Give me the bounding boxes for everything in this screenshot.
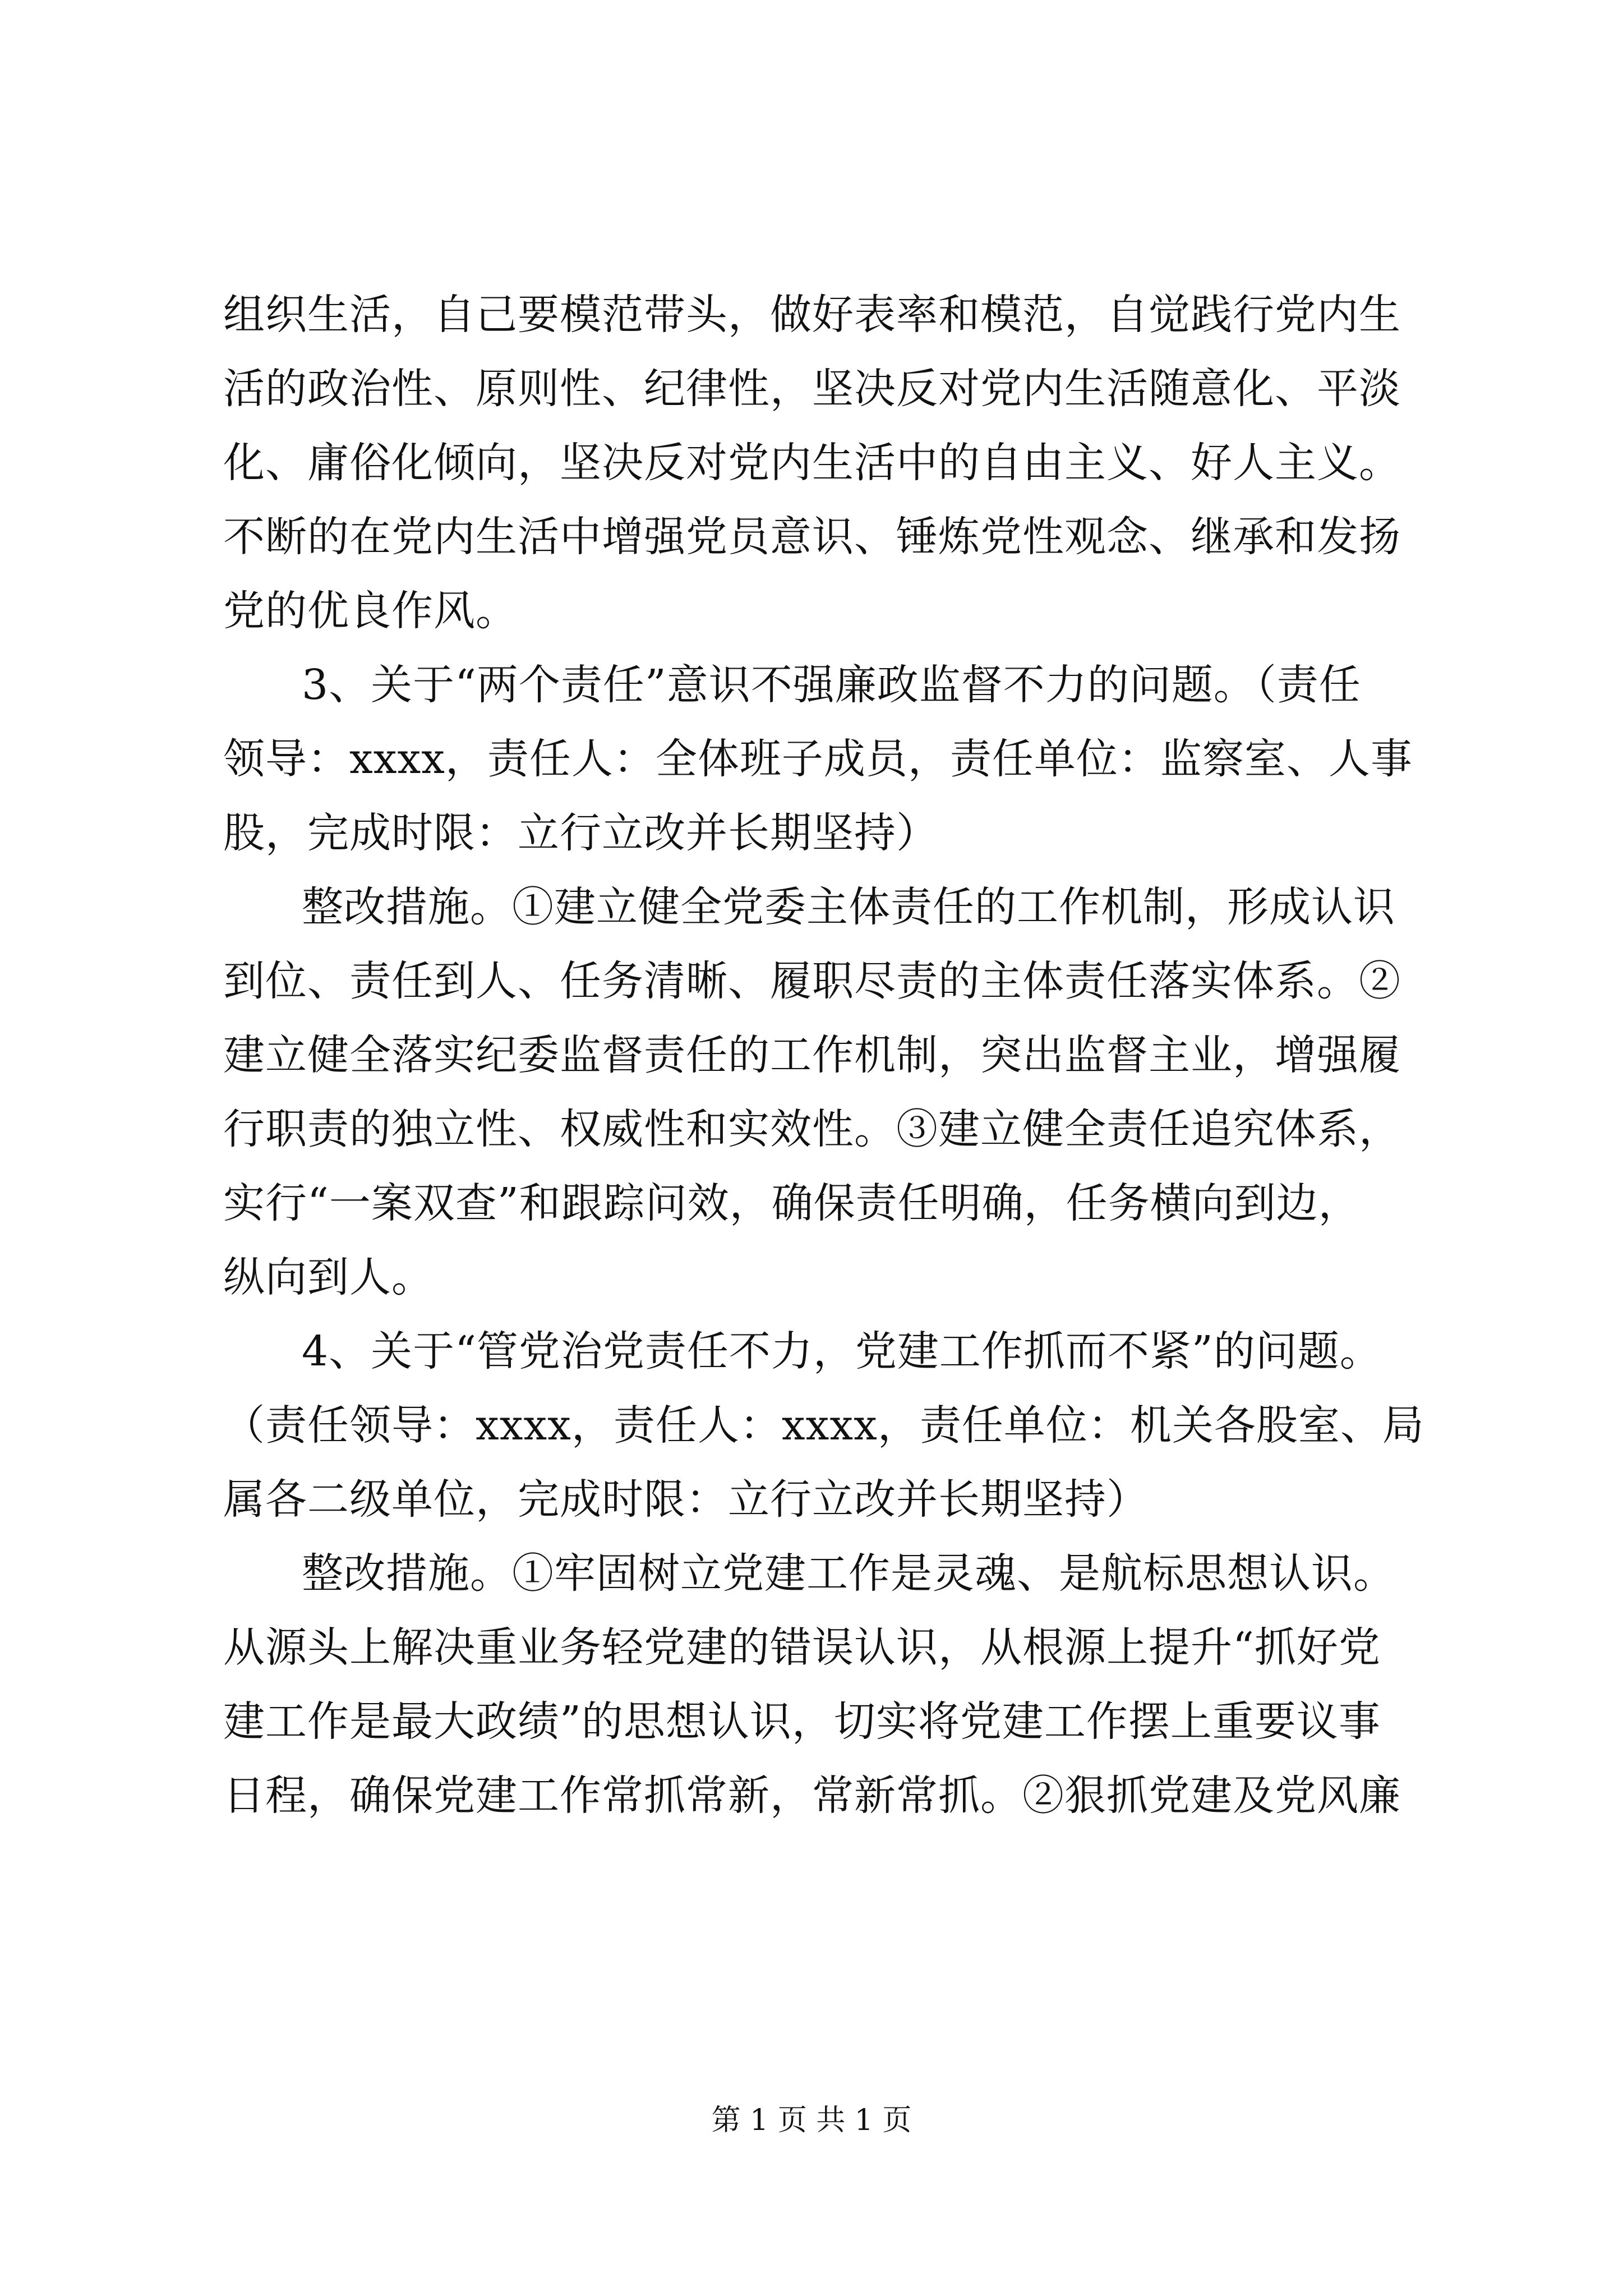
text-line: 党的优良作风。 bbox=[223, 587, 518, 635]
text-line: 不断的在党内生活中增强党员意识、锤炼党性观念、继承和发扬 bbox=[223, 513, 1401, 561]
text-line: 领导：xxxx，责任人：全体班子成员，责任单位：监察室、人事 bbox=[223, 735, 1413, 783]
text-line: 组织生活，自己要模范带头，做好表率和模范，自觉践行党内生 bbox=[223, 291, 1401, 339]
text-line: 纵向到人。 bbox=[223, 1253, 434, 1301]
text-line: 整改措施。①建立健全党委主体责任的工作机制，形成认识 bbox=[302, 883, 1395, 931]
text-line: 从源头上解决重业务轻党建的错误认识，从根源上提升“抓好党 bbox=[223, 1623, 1381, 1672]
text-line: 4、关于“管党治党责任不力，党建工作抓而不紧”的问题。 bbox=[302, 1327, 1382, 1375]
text-line: 整改措施。①牢固树立党建工作是灵魂、是航标思想认识。 bbox=[302, 1549, 1395, 1598]
text-line: 属各二级单位，完成时限：立行立改并长期坚持） bbox=[223, 1475, 1149, 1524]
text-line: 实行“一案双查”和跟踪问效，确保责任明确，任务横向到边， bbox=[223, 1179, 1361, 1227]
text-line: 活的政治性、原则性、纪律性，坚决反对党内生活随意化、平淡 bbox=[223, 365, 1401, 413]
page-footer: 第 1 页 共 1 页 bbox=[711, 2104, 912, 2137]
text-line: 股，完成时限：立行立改并长期坚持） bbox=[223, 809, 938, 857]
text-line: 行职责的独立性、权威性和实效性。③建立健全责任追究体系， bbox=[223, 1105, 1401, 1153]
text-line: 日程，确保党建工作常抓常新，常新常抓。②狠抓党建及党风廉 bbox=[223, 1772, 1401, 1820]
text-line: 到位、责任到人、任务清晰、履职尽责的主体责任落实体系。② bbox=[223, 957, 1401, 1005]
text-line: 化、庸俗化倾向，坚决反对党内生活中的自由主义、好人主义。 bbox=[223, 439, 1401, 487]
text-line: 建立健全落实纪委监督责任的工作机制，突出监督主业，增强履 bbox=[223, 1031, 1401, 1079]
text-line: （责任领导：xxxx，责任人：xxxx，责任单位：机关各股室、局 bbox=[223, 1401, 1424, 1450]
text-line: 建工作是最大政绩”的思想认识，切实将党建工作摆上重要议事 bbox=[223, 1697, 1381, 1746]
text-line: 3、关于“两个责任”意识不强廉政监督不力的问题。（责任 bbox=[302, 661, 1361, 709]
